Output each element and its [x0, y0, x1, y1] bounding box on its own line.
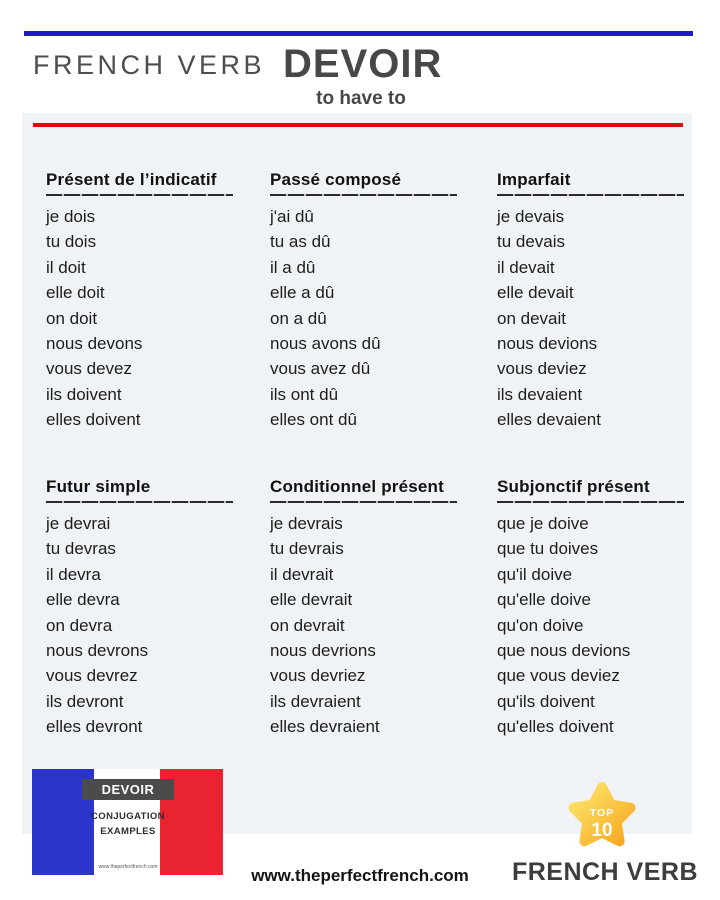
conjugation-line: on devrait: [270, 615, 345, 635]
footer-french-verb-label: FRENCH VERB: [511, 858, 699, 886]
section-imparfait: [497, 170, 692, 433]
top10-star-icon: [564, 779, 640, 857]
conjugation-list: [270, 511, 465, 740]
conjugation-line: tu as dû: [270, 232, 331, 252]
section-passe-compose: [270, 170, 465, 433]
conjugation-line: que nous devions: [497, 641, 631, 661]
conjugation-line: que tu doives: [497, 539, 599, 559]
section-title: Subjonctif présent: [497, 477, 650, 496]
conjugation-line: il devait: [497, 257, 555, 277]
conjugation-line: ils devraient: [270, 691, 361, 711]
conjugation-line: elle devra: [46, 590, 120, 610]
conjugation-list: [497, 204, 692, 433]
verb-translation: to have to: [316, 88, 406, 109]
brand-label: FRENCH VERB: [33, 50, 266, 80]
conjugation-line: elle devrait: [270, 590, 353, 610]
section-present-indicatif: [46, 170, 241, 433]
conjugation-line: elle doit: [46, 283, 105, 303]
conjugation-line: il devrait: [270, 564, 334, 584]
flag-conjugation-label: CONJUGATION: [91, 811, 165, 822]
conjugation-line: elles devront: [46, 717, 143, 737]
conjugation-line: qu'on doive: [497, 615, 584, 635]
red-rule: [33, 123, 683, 127]
section-underline: [46, 501, 233, 503]
conjugation-line: tu devras: [46, 539, 116, 559]
conjugation-line: qu'elles doivent: [497, 717, 614, 737]
conjugation-line: il a dû: [270, 257, 316, 277]
conjugation-line: vous devez: [46, 359, 132, 379]
section-subjonctif-present: [497, 477, 692, 740]
flag-verb-banner: DEVOIR: [82, 779, 174, 800]
conjugation-line: je devrais: [270, 514, 343, 533]
conjugation-line: nous devons: [46, 334, 143, 354]
conjugation-line: on a dû: [270, 308, 327, 328]
conjugation-line: nous devrons: [46, 641, 149, 661]
section-underline: [497, 194, 684, 196]
section-title: Passé composé: [270, 170, 402, 189]
conjugation-line: je devrai: [46, 514, 111, 533]
conjugation-line: on devait: [497, 308, 566, 328]
badge-top-label: TOP: [589, 807, 615, 819]
conjugation-line: ils doivent: [46, 384, 122, 404]
section-title: Futur simple: [46, 477, 151, 496]
badge-number-label: 10: [591, 820, 613, 841]
conjugation-line: il doit: [46, 257, 86, 277]
section-futur-simple: [46, 477, 241, 740]
section-underline: [270, 194, 457, 196]
conjugation-list: [497, 511, 692, 740]
section-title: Présent de l’indicatif: [46, 170, 217, 189]
conjugation-line: qu'ils doivent: [497, 691, 595, 711]
flag-website-url: www.theperfectfrench.com: [98, 864, 158, 870]
conjugation-line: que vous deviez: [497, 666, 620, 686]
section-underline: [46, 194, 233, 196]
conjugation-line: nous devions: [497, 334, 598, 354]
conjugation-line: elle a dû: [270, 283, 335, 303]
conjugation-line: nous devrions: [270, 641, 376, 661]
top-blue-rule: [24, 31, 693, 36]
section-title: Imparfait: [497, 170, 571, 189]
verb-title: DEVOIR: [283, 42, 443, 86]
section-underline: [270, 501, 457, 503]
conjugation-line: elle devait: [497, 283, 574, 303]
conjugation-line: on devra: [46, 615, 113, 635]
conjugation-line: ils devaient: [497, 384, 583, 404]
conjugation-line: tu devrais: [270, 539, 344, 559]
conjugation-line: ils ont dû: [270, 384, 339, 404]
flag-examples-label: EXAMPLES: [100, 826, 156, 837]
section-title: Conditionnel présent: [270, 477, 444, 496]
conjugation-line: nous avons dû: [270, 334, 381, 354]
website-url: www.theperfectfrench.com: [251, 866, 469, 885]
conjugation-line: elles doivent: [46, 410, 141, 430]
conjugation-line: vous avez dû: [270, 359, 371, 379]
french-flag-logo: [32, 769, 223, 875]
conjugation-line: tu devais: [497, 232, 566, 252]
conjugation-line: vous devriez: [270, 666, 366, 686]
conjugation-line: vous devrez: [46, 666, 138, 686]
conjugation-list: [46, 511, 241, 740]
conjugation-line: on doit: [46, 308, 98, 328]
conjugation-line: que je doive: [497, 514, 589, 533]
section-conditionnel-present: [270, 477, 465, 740]
conjugation-list: [46, 204, 241, 433]
conjugation-line: qu'elle doive: [497, 590, 591, 610]
section-underline: [497, 501, 684, 503]
conjugation-line: je dois: [46, 207, 96, 226]
conjugation-line: elles devraient: [270, 717, 380, 737]
conjugation-list: [270, 204, 465, 433]
conjugation-line: qu'il doive: [497, 564, 573, 584]
conjugation-line: je devais: [497, 207, 565, 226]
conjugation-line: vous deviez: [497, 359, 587, 379]
conjugation-line: elles ont dû: [270, 410, 357, 430]
conjugation-line: ils devront: [46, 691, 124, 711]
conjugation-line: tu dois: [46, 232, 97, 252]
conjugation-line: il devra: [46, 564, 101, 584]
conjugation-line: j'ai dû: [270, 207, 314, 226]
conjugation-line: elles devaient: [497, 410, 601, 430]
